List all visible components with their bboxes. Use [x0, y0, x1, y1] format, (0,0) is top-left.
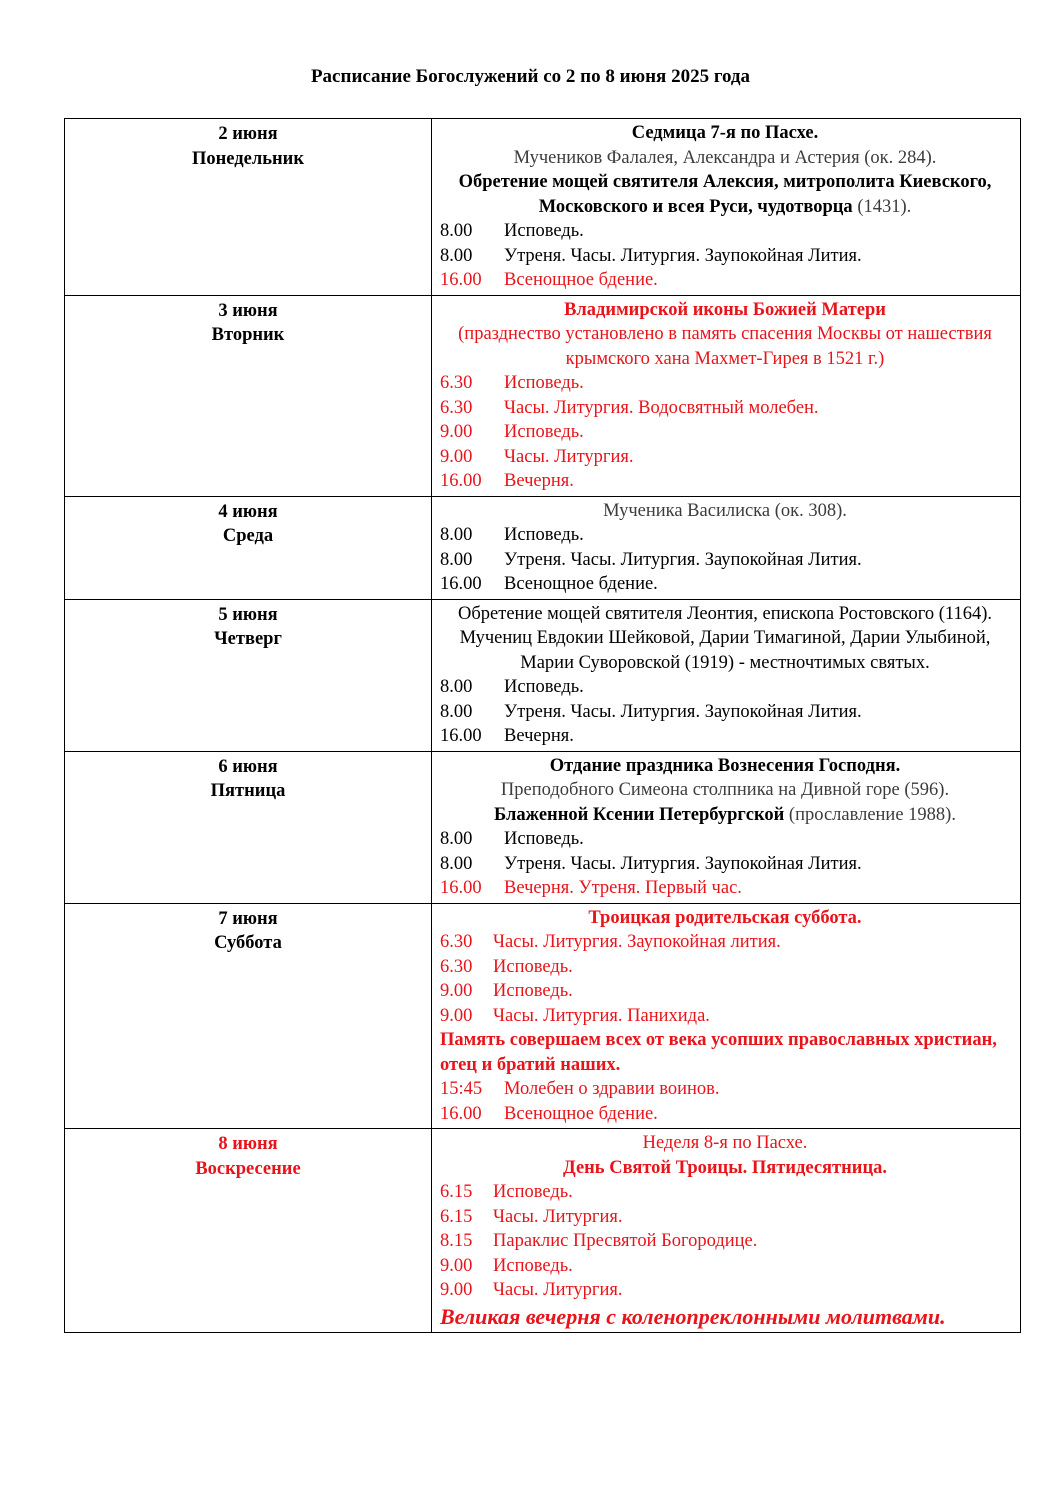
service-label: Параклис Пресвятой Богородице.: [493, 1231, 758, 1251]
feast-text-segment: Блаженной Ксении Петербургской: [494, 804, 785, 825]
feast-text-segment: Преподобного Симеона столпника на Дивной горе (596).: [500, 780, 950, 800]
service-line: [440, 1278, 1010, 1303]
day-row: [65, 496, 1021, 599]
service-label: Часы. Литургия.: [493, 1280, 623, 1300]
service-label: Часы. Литургия. Водосвятный молебен.: [504, 397, 819, 418]
service-time: 8.00: [440, 549, 473, 570]
service-line: [440, 979, 1010, 1004]
feast-text-segment: Отдание праздника Вознесения Господня.: [549, 755, 901, 776]
service-label: Исповедь.: [493, 1255, 573, 1276]
services-cell: [432, 1129, 1021, 1333]
day-row: [65, 903, 1021, 1129]
service-line: [440, 955, 1010, 980]
service-label: Исповедь.: [504, 525, 584, 545]
day-weekday: Воскресение: [195, 1158, 301, 1179]
date-cell: [65, 295, 432, 496]
feast-text-segment: Седмица 7-я по Пасхе.: [631, 123, 819, 143]
feast-text: [440, 170, 1010, 219]
feast-text-segment: Мученика Василиска (ок. 308).: [603, 500, 847, 521]
day-weekday: Суббота: [214, 933, 282, 953]
service-label: Исповедь.: [504, 677, 584, 697]
service-time: 6.15: [440, 1182, 473, 1202]
date-cell: [65, 751, 432, 903]
service-label: Исповедь.: [504, 829, 584, 849]
feast-text: [440, 906, 1010, 931]
service-line: [440, 1229, 1010, 1254]
service-time: 16.00: [440, 574, 482, 594]
service-line: [440, 852, 1010, 877]
service-line: [440, 420, 1010, 445]
service-label: Молебен о здравии воинов.: [504, 1079, 720, 1099]
service-line: [440, 469, 1010, 494]
service-line: [440, 268, 1010, 293]
service-label: Всенощное бдение.: [504, 1103, 658, 1124]
service-line: [440, 219, 1010, 244]
service-time: 16.00: [440, 878, 482, 898]
services-cell: [432, 496, 1021, 599]
service-time: 6.30: [440, 397, 473, 418]
service-label: Утреня. Часы. Литургия. Заупокойная Лития.: [504, 245, 862, 266]
feast-text: [440, 1303, 1010, 1330]
service-line: [440, 1180, 1010, 1205]
service-time: 8.00: [440, 525, 473, 545]
service-line: [440, 1254, 1010, 1279]
feast-text-segment: Обретение мощей святителя Алексия, митрополита Киевского, Московского и всея Руси, чудотворца: [458, 172, 992, 217]
feast-text: [440, 499, 1010, 524]
service-time: 6.15: [440, 1206, 473, 1227]
service-time: 8.15: [440, 1231, 473, 1251]
service-line: [440, 548, 1010, 573]
service-line: [440, 1102, 1010, 1127]
feast-text: [440, 298, 1010, 323]
schedule-table: [64, 118, 1021, 1333]
day-row: [65, 1129, 1021, 1333]
service-time: 9.00: [440, 1005, 473, 1026]
service-label: Исповедь.: [504, 373, 584, 393]
feast-text: [440, 322, 1010, 371]
page-title: Расписание Богослужений со 2 по 8 июня 2025 года: [310, 66, 751, 87]
service-label: Исповедь.: [504, 221, 584, 241]
service-line: [440, 396, 1010, 421]
service-line: [440, 445, 1010, 470]
feast-text-segment: Великая вечерня с коленопреклонными молитвами.: [440, 1303, 946, 1329]
feast-text-segment: Обретение мощей святителя Леонтия, епископа Ростовского (1164).: [458, 603, 992, 624]
services-cell: [432, 751, 1021, 903]
service-time: 9.00: [440, 422, 473, 442]
service-label: Вечерня. Утреня. Первый час.: [504, 878, 742, 898]
service-label: Часы. Литургия. Заупокойная лития.: [493, 932, 781, 952]
service-label: Исповедь.: [493, 981, 573, 1001]
feast-text: [440, 602, 1010, 627]
date-cell: [65, 1129, 432, 1333]
service-time: 15:45: [440, 1079, 483, 1099]
feast-text: [440, 146, 1010, 171]
service-time: 8.00: [440, 221, 473, 241]
feast-text: [440, 626, 1010, 675]
service-time: 9.00: [440, 446, 473, 467]
service-time: 16.00: [440, 270, 482, 290]
feast-text-segment: День Святой Троицы. Пятидесятница.: [562, 1157, 887, 1178]
feast-text-segment: Владимирской иконы Божией Матери: [564, 299, 886, 320]
feast-text: [440, 121, 1010, 146]
feast-text-segment: Мучеников Фалалея, Александра и Астерия (ок. 284).: [513, 147, 937, 168]
feast-text: [440, 803, 1010, 828]
day-date: 7 июня: [218, 908, 278, 929]
day-row: [65, 751, 1021, 903]
service-time: 8.00: [440, 701, 473, 722]
service-time: 16.00: [440, 471, 482, 491]
day-weekday: Вторник: [211, 325, 285, 345]
feast-text: [440, 1028, 1010, 1077]
day-weekday: Четверг: [214, 629, 282, 649]
date-cell: [65, 119, 432, 296]
feast-text: [440, 1131, 1010, 1156]
service-time: 8.00: [440, 829, 473, 849]
service-label: Утреня. Часы. Литургия. Заупокойная Лития.: [504, 701, 862, 722]
feast-text: [440, 778, 1010, 803]
service-line: [440, 675, 1010, 700]
day-row: [65, 119, 1021, 296]
services-cell: [432, 295, 1021, 496]
service-line: [440, 1205, 1010, 1230]
service-label: Утреня. Часы. Литургия. Заупокойная Лития.: [504, 549, 862, 570]
service-time: 6.30: [440, 956, 473, 977]
service-label: Вечерня.: [504, 471, 574, 491]
service-time: 16.00: [440, 1103, 482, 1124]
service-time: 6.30: [440, 932, 473, 952]
service-time: 9.00: [440, 1280, 473, 1300]
day-weekday: Пятница: [210, 781, 286, 801]
service-line: [440, 371, 1010, 396]
date-cell: [65, 496, 432, 599]
service-line: [440, 1077, 1010, 1102]
date-cell: [65, 903, 432, 1129]
service-line: [440, 1004, 1010, 1029]
service-label: Утреня. Часы. Литургия. Заупокойная Лития.: [504, 853, 862, 874]
day-row: [65, 295, 1021, 496]
services-cell: [432, 119, 1021, 296]
service-line: [440, 523, 1010, 548]
day-date: 8 июня: [218, 1134, 278, 1154]
service-time: 6.30: [440, 373, 473, 393]
day-date: 3 июня: [218, 300, 278, 321]
service-label: Часы. Литургия.: [493, 1206, 623, 1227]
service-line: [440, 930, 1010, 955]
date-cell: [65, 599, 432, 751]
service-time: 8.00: [440, 245, 473, 266]
service-label: Часы. Литургия.: [504, 446, 634, 467]
day-weekday: Понедельник: [192, 148, 304, 169]
day-date: 6 июня: [218, 756, 278, 777]
service-label: Исповедь.: [493, 956, 573, 977]
feast-text-segment: Память совершаем всех от века усопших православных христиан, отец и братий наших.: [440, 1030, 997, 1075]
day-date: 4 июня: [218, 501, 278, 522]
services-cell: [432, 903, 1021, 1129]
feast-text-segment: Неделя 8-я по Пасхе.: [642, 1133, 808, 1153]
service-time: 8.00: [440, 677, 473, 697]
service-line: [440, 827, 1010, 852]
service-line: [440, 700, 1010, 725]
day-date: 5 июня: [218, 604, 278, 625]
day-row: [65, 599, 1021, 751]
day-date: 2 июня: [218, 124, 278, 144]
service-line: [440, 876, 1010, 901]
service-line: [440, 724, 1010, 749]
service-time: 9.00: [440, 1255, 473, 1276]
feast-text-segment: (прославление 1988).: [784, 804, 956, 825]
service-label: Исповедь.: [504, 422, 584, 442]
day-weekday: Среда: [222, 526, 274, 546]
service-label: Исповедь.: [493, 1182, 573, 1202]
service-time: 8.00: [440, 853, 473, 874]
feast-text-segment: Троицкая родительская суббота.: [588, 907, 862, 928]
feast-text-segment: (1431).: [852, 196, 912, 217]
services-cell: [432, 599, 1021, 751]
service-line: [440, 244, 1010, 269]
service-label: Всенощное бдение.: [504, 270, 658, 290]
service-time: 16.00: [440, 726, 482, 746]
service-time: 9.00: [440, 981, 473, 1001]
service-label: Всенощное бдение.: [504, 574, 658, 594]
service-line: [440, 572, 1010, 597]
feast-text: [440, 1156, 1010, 1181]
feast-text: [440, 754, 1010, 779]
feast-text-segment: Мучениц Евдокии Шейковой, Дарии Тимагиной, Дарии Улыбиной, Марии Суворовской (1919) - местночтимых святых.: [459, 628, 991, 673]
feast-text-segment: (празднество установлено в память спасения Москвы от нашествия крымского хана Махмет-Гирея в 1521 г.): [458, 324, 992, 369]
service-label: Вечерня.: [504, 726, 574, 746]
service-label: Часы. Литургия. Панихида.: [493, 1005, 710, 1026]
